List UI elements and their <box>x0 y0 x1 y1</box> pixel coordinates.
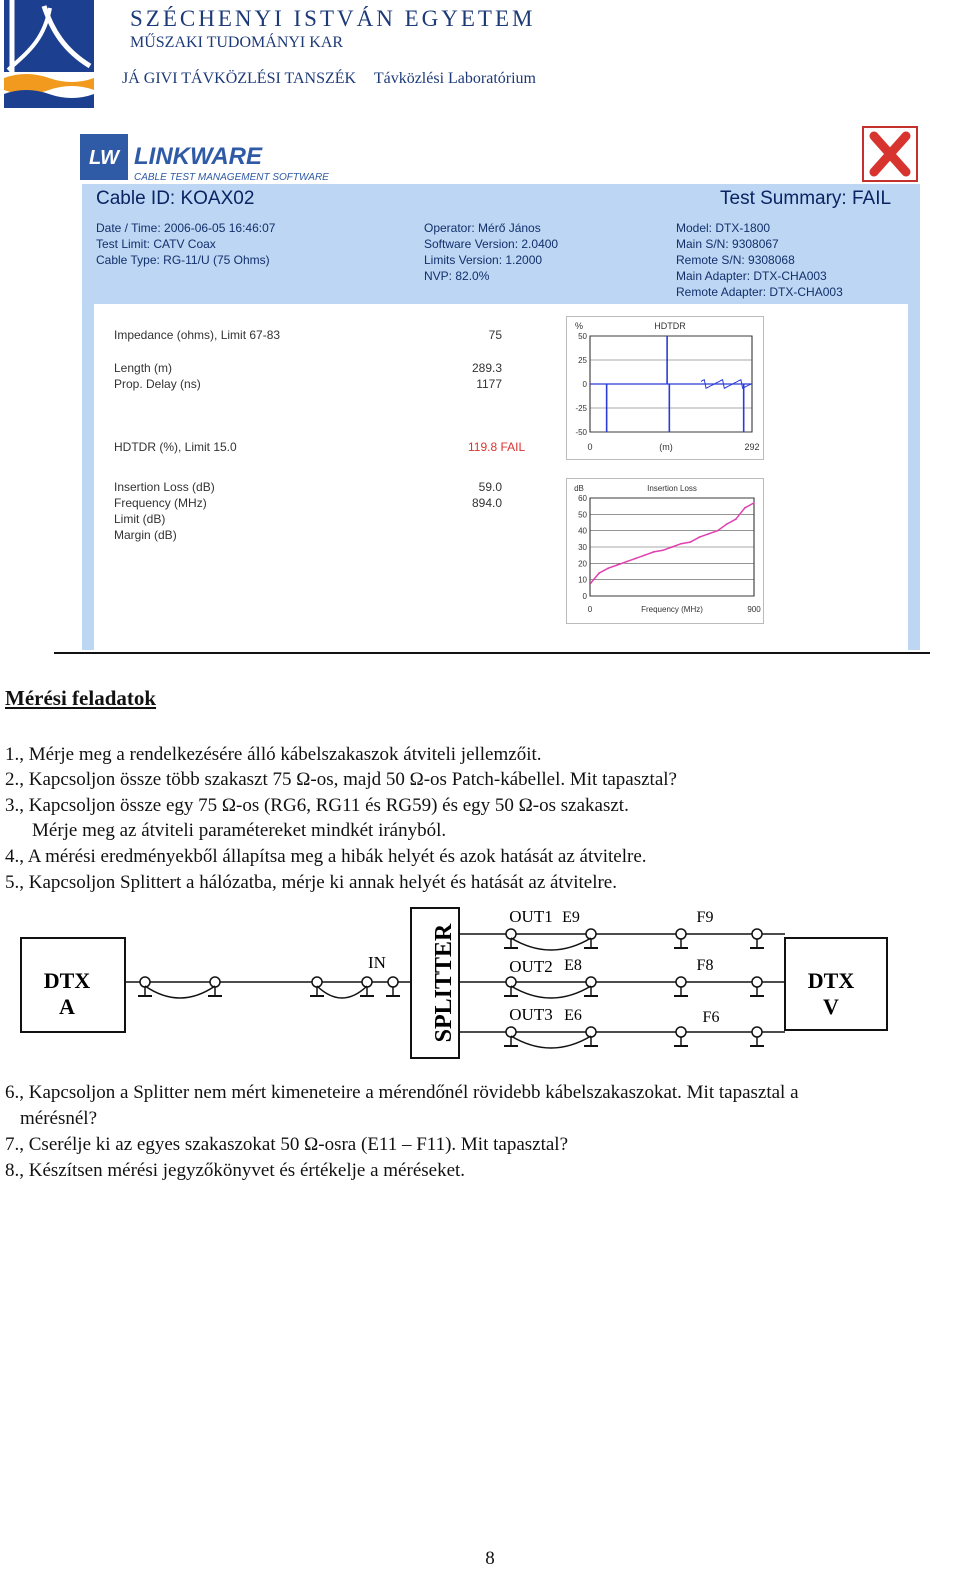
meta-model: Model: DTX-1800 <box>676 221 771 235</box>
il-y-tick: 30 <box>578 543 587 552</box>
il-title: Insertion Loss <box>647 484 697 493</box>
il-point <box>671 546 673 548</box>
out1-label: OUT1 <box>509 907 553 926</box>
hdtdr-y-tick: 25 <box>578 356 587 365</box>
meta-column-2 <box>424 220 558 284</box>
il-y-tick: 20 <box>578 559 587 569</box>
hdtdr-y-tick: 50 <box>578 332 587 341</box>
department-line <box>122 70 550 88</box>
il-y-tick: 10 <box>578 575 587 585</box>
hdtdr-title: HDTDR <box>654 321 686 331</box>
length-value: 289.3 <box>471 361 502 375</box>
coax-connector-icon <box>676 1027 686 1037</box>
coax-connector-icon <box>506 929 516 939</box>
il-point <box>726 523 728 525</box>
il-point <box>717 530 719 532</box>
il-point <box>598 572 600 574</box>
il-point <box>662 549 664 551</box>
hdtdr-y-tick: 0 <box>582 380 587 389</box>
hdtdr-value: 119.8 FAIL <box>468 440 526 454</box>
task-1: 1., Mérje meg a rendelkezésére álló kábelszakaszok átviteli jellemzőit. <box>5 744 542 765</box>
il-point <box>753 502 755 504</box>
task-6: 6., Kapcsoljon a Splitter nem mért kimeneteire a mérendőnél rövidebb kábelszakaszokat. Mit tapasztal a <box>5 1082 799 1103</box>
il-y-tick: 0 <box>582 592 587 601</box>
linkware-logo <box>80 134 329 184</box>
coax-connector-icon <box>362 977 372 987</box>
coax-connector-icon <box>586 929 596 939</box>
il-point <box>735 518 737 520</box>
page-number: 8 <box>485 1548 495 1569</box>
lab-name: Távközlési Laboratórium <box>373 70 536 87</box>
il-value: 59.0 <box>478 480 502 494</box>
il-point <box>590 582 592 584</box>
coax-connector-icon <box>506 1027 516 1037</box>
department-name: JÁ GIVI TÁVKÖZLÉSI TANSZÉK <box>122 70 357 87</box>
f6-label: F6 <box>702 1009 720 1026</box>
delay-value: 1177 <box>476 377 502 391</box>
task-7: 7., Cserélje ki az egyes szakaszokat 50 Ω-osra (E11 – F11). Mit tapasztal? <box>5 1134 569 1155</box>
coax-connector-icon <box>752 929 762 939</box>
il-point <box>708 533 710 535</box>
hdtdr-label: HDTDR (%), Limit 15.0 <box>114 440 237 454</box>
faculty-name: MŰSZAKI TUDOMÁNYI KAR <box>130 34 344 51</box>
cable-segment <box>511 938 591 950</box>
hdtdr-chart <box>566 316 764 460</box>
il-point <box>698 536 700 538</box>
test-summary: Test Summary: FAIL <box>720 188 892 209</box>
in-label: IN <box>368 953 386 972</box>
cable-id: Cable ID: KOAX02 <box>96 188 255 209</box>
il-point <box>689 541 691 543</box>
il-point <box>744 507 746 509</box>
e8-label: E8 <box>564 957 582 974</box>
logo-subtitle: CABLE TEST MANAGEMENT SOFTWARE <box>134 172 329 183</box>
meta-date: Date / Time: 2006-06-05 16:46:07 <box>96 221 276 235</box>
insertion-loss-chart <box>566 478 764 624</box>
dtx-v-label: DTX <box>807 968 855 993</box>
il-x-tick: 900 <box>747 605 761 614</box>
f8-label: F8 <box>696 957 714 974</box>
coax-connector-icon <box>586 1027 596 1037</box>
meta-main-adapter: Main Adapter: DTX-CHA003 <box>676 269 827 283</box>
margin-label: Margin (dB) <box>114 528 177 542</box>
university-name: SZÉCHENYI ISTVÁN EGYETEM <box>130 6 536 31</box>
meta-test-limit: Test Limit: CATV Coax <box>96 237 216 251</box>
il-point <box>607 567 609 569</box>
frequency-label: Frequency (MHz) <box>114 496 207 510</box>
meta-cable-type: Cable Type: RG-11/U (75 Ohms) <box>96 253 270 267</box>
report-border-left <box>82 304 94 650</box>
coax-connector-icon <box>210 977 220 987</box>
out2-label: OUT2 <box>509 957 553 976</box>
meta-software-version: Software Version: 2.0400 <box>424 237 559 251</box>
impedance-label: Impedance (ohms), Limit 67-83 <box>114 328 281 342</box>
coax-connector-icon <box>676 929 686 939</box>
cable-segment <box>145 986 215 998</box>
task-4: 4., A mérési eredményekből állapítsa meg a hibák helyét és azok hatását az átvitelre. <box>5 846 647 867</box>
e9-label: E9 <box>562 909 580 926</box>
university-logo <box>4 0 94 108</box>
il-x-label: Frequency (MHz) <box>641 605 703 614</box>
meta-remote-sn: Remote S/N: 9308068 <box>676 253 795 267</box>
task-2: 2., Kapcsoljon össze több szakaszt 75 Ω-os, majd 50 Ω-os Patch-kábellel. Mit tapasztal? <box>5 769 677 790</box>
task-6-continued: mérésnél? <box>20 1108 98 1129</box>
il-point <box>616 564 618 566</box>
dtx-v-sublabel: V <box>823 994 839 1019</box>
hdtdr-y-unit: % <box>574 321 584 331</box>
il-y-unit: dB <box>574 484 584 493</box>
hdtdr-y-tick: -50 <box>575 428 587 437</box>
impedance-value: 75 <box>488 328 502 342</box>
network-diagram <box>5 896 901 1068</box>
il-y-tick: 60 <box>578 494 587 503</box>
meta-remote-adapter: Remote Adapter: DTX-CHA003 <box>676 285 843 299</box>
f9-label: F9 <box>696 909 714 926</box>
coax-connector-icon <box>752 977 762 987</box>
il-label: Insertion Loss (dB) <box>114 480 215 494</box>
task-5: 5., Kapcsoljon Splittert a hálózatba, mérje ki annak helyét és hatását az átvitelre. <box>5 872 617 893</box>
coax-connector-icon <box>506 977 516 987</box>
meta-nvp: NVP: 82.0% <box>424 269 490 283</box>
report-border-right <box>908 304 920 650</box>
out3-label: OUT3 <box>509 1005 553 1024</box>
splitter-label: SPLITTER <box>431 923 457 1043</box>
cable-segment <box>511 1036 591 1048</box>
il-point <box>680 543 682 545</box>
hdtdr-y-tick: -25 <box>575 404 587 413</box>
limit-label: Limit (dB) <box>114 512 166 526</box>
task-8: 8., Készítsen mérési jegyzőkönyvet és értékelje a méréseket. <box>5 1160 466 1181</box>
section-divider <box>54 652 930 654</box>
meta-column-1 <box>96 220 275 268</box>
coax-connector-icon <box>312 977 322 987</box>
coax-connector-icon <box>676 977 686 987</box>
il-point <box>644 554 646 556</box>
delay-label: Prop. Delay (ns) <box>114 377 201 391</box>
il-point <box>626 561 628 563</box>
il-y-tick: 40 <box>578 526 587 536</box>
meta-column-3 <box>676 220 843 300</box>
il-point <box>635 558 637 560</box>
tasks-title: Mérési feladatok <box>5 686 157 710</box>
task-3: 3., Kapcsoljon össze egy 75 Ω-os (RG6, RG11 és RG59) és egy 50 Ω-os szakaszt. <box>5 795 629 816</box>
meta-operator: Operator: Mérő János <box>424 221 541 235</box>
coax-connector-icon <box>752 1027 762 1037</box>
meta-limits-version: Limits Version: 1.2000 <box>424 253 543 267</box>
logo-title: LINKWARE <box>134 143 262 170</box>
length-label: Length (m) <box>114 361 173 375</box>
frequency-value: 894.0 <box>471 496 502 510</box>
il-y-tick: 50 <box>578 510 587 520</box>
hdtdr-x-tick: 0 <box>587 442 593 452</box>
fail-x-icon <box>862 126 918 182</box>
il-point <box>653 551 655 553</box>
hdtdr-x-tick: 292 <box>744 442 760 452</box>
meta-main-sn: Main S/N: 9308067 <box>676 237 779 251</box>
cable-segment <box>317 986 367 998</box>
coax-connector-icon <box>388 977 398 987</box>
hdtdr-x-label: (m) <box>659 442 673 452</box>
coax-connector-icon <box>140 977 150 987</box>
svg-text:LW: LW <box>89 147 119 169</box>
coax-connector-icon <box>586 977 596 987</box>
dtx-a-sublabel: A <box>59 994 75 1019</box>
cable-segment <box>511 986 591 998</box>
task-3-continued: Mérje meg az átviteli paramétereket mindkét irányból. <box>32 820 447 841</box>
e6-label: E6 <box>564 1007 582 1024</box>
dtx-a-label: DTX <box>43 968 91 993</box>
il-x-tick: 0 <box>587 605 593 614</box>
